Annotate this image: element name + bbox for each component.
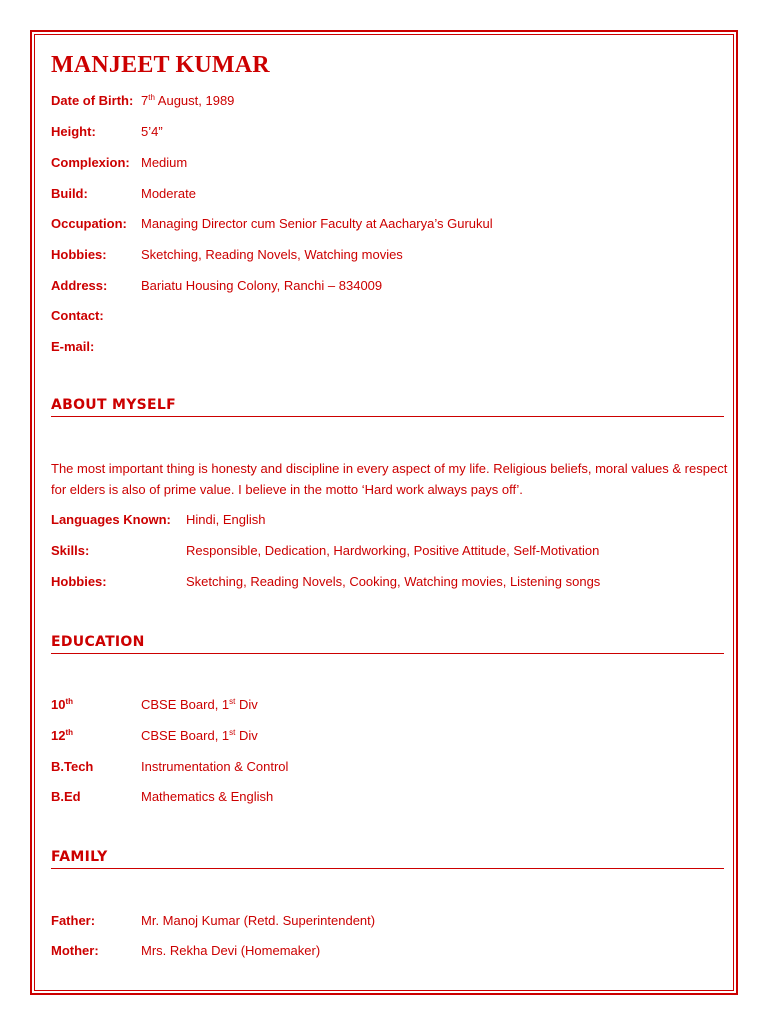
detail-value: Sketching, Reading Novels, Watching movies [141,247,403,262]
family-label: Mother: [51,943,99,958]
education-detail: CBSE Board, 1st Div [141,697,258,712]
detail-label: Contact: [51,308,104,323]
family-value: Mrs. Rekha Devi (Homemaker) [141,943,321,958]
education-level: 10th [51,697,74,712]
section-heading-education: EDUCATION [51,634,724,654]
education-level: 12th [51,728,74,743]
detail-value: Bariatu Housing Colony, Ranchi – 834009 [141,278,383,293]
education-level: B.Tech [51,759,94,774]
about-value: Responsible, Dedication, Hardworking, Positive Attitude, Self-Motivation [186,543,600,558]
detail-label: Address: [51,278,108,293]
about-paragraph: The most important thing is honesty and discipline in every aspect of my life. Religious beliefs, moral values & respect for elders is also of prime value. I believe in the motto ‘Hard work always pays off’. [51,461,728,497]
about-label: Hobbies: [51,574,107,589]
about-label: Languages Known: [51,512,171,527]
detail-value: Managing Director cum Senior Faculty at Aacharya’s Gurukul [141,216,493,231]
detail-label: Date of Birth: [51,93,134,108]
detail-value: Medium [141,155,188,170]
detail-value: Moderate [141,186,196,201]
about-value: Hindi, English [186,512,266,527]
section-heading-family: FAMILY [51,849,724,869]
section-heading-about: ABOUT MYSELF [51,397,724,417]
education-level: B.Ed [51,789,81,804]
detail-label: Height: [51,124,96,139]
education-detail: CBSE Board, 1st Div [141,728,258,743]
person-name: MANJEET KUMAR [51,52,270,78]
detail-label: Complexion: [51,155,130,170]
detail-label: Occupation: [51,216,127,231]
detail-label: Hobbies: [51,247,107,262]
detail-value: 7th August, 1989 [141,93,235,108]
family-value: Mr. Manoj Kumar (Retd. Superintendent) [141,913,376,928]
detail-label: E-mail: [51,339,95,354]
about-label: Skills: [51,543,90,558]
family-label: Father: [51,913,96,928]
about-value: Sketching, Reading Novels, Cooking, Watching movies, Listening songs [186,574,601,589]
detail-label: Build: [51,186,88,201]
education-detail: Mathematics & English [141,789,274,804]
education-detail: Instrumentation & Control [141,759,289,774]
detail-value: 5’4” [141,124,163,139]
